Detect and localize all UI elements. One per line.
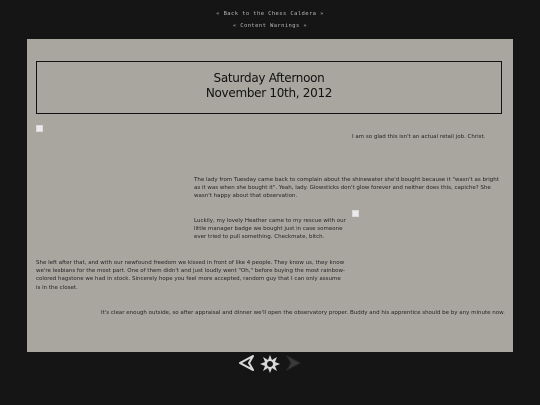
title-box (36, 61, 502, 114)
paragraph-1: I am so glad this isn't an actual retail job. Christ. (352, 134, 486, 140)
paragraph-4: She left after that, and with our newfound freedom we kissed in front of like 4 people. They know us, they know we're lesbians for the most part. One of them didn't and just loudly went "Oh," before buying the most rainbow-colored hagstone we had in stock. Sincerely hope you feel more accepted, random guy that I can only assume is in the closet. (36, 260, 345, 291)
post-panel (27, 39, 513, 352)
paragraph-5: It's clear enough outside, so after appraisal and dinner we'll open the observatory proper. Buddy and his apprentice should be by any minute now. (101, 310, 505, 316)
prev-arrow-icon[interactable] (238, 355, 256, 371)
post-title: Saturday Afternoon (213, 71, 325, 85)
broken-image-icon (352, 210, 359, 217)
content-warnings-link[interactable]: « Content Warnings » (232, 23, 308, 29)
top-links (0, 8, 540, 32)
back-link[interactable]: « Back to the Chess Caldera » (216, 11, 324, 17)
home-star-icon[interactable] (260, 355, 280, 373)
page-navigation (0, 353, 540, 373)
paragraph-3: Luckily, my lovely Heather came to my rescue with our little manager badge we bought just in case someone ever tried to pull something. Checkmate, bitch. (194, 218, 346, 241)
paragraph-2: The lady from Tuesday came back to complain about the shinewater she'd bought because it "wasn't as bright as it was when she bought it". Yeah, lady. Glowsticks don't glow forever and neither does this, capiche? She wasn't happy about that observation. (194, 177, 499, 200)
next-arrow-icon[interactable] (284, 355, 302, 371)
broken-image-icon (36, 125, 43, 132)
post-date: November 10th, 2012 (205, 86, 333, 100)
